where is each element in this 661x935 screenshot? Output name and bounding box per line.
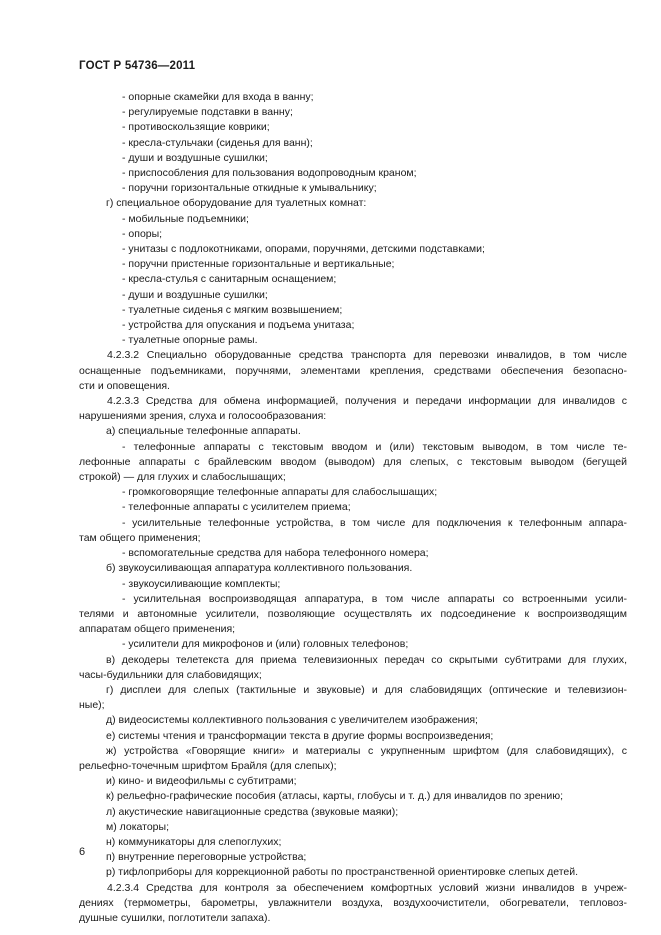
text-line: лефонные аппараты с брайлевским вводом (выводом) для слепых, с текстовым выводом (бегущей <box>79 455 627 468</box>
text-line: - телефонные аппараты с усилителем приема; <box>122 501 351 514</box>
text-line: ные); <box>79 699 105 712</box>
text-line: а) специальные телефонные аппараты. <box>106 425 301 438</box>
text-line: - опоры; <box>122 227 163 240</box>
document-body <box>79 90 627 926</box>
text-line: нарушениями зрения, слуха и голосообразования: <box>79 410 327 423</box>
text-line: дениях (термометры, барометры, увлажнители воздуха, воздухоочистители, обогреватели, тепловоз- <box>79 896 627 909</box>
text-line: - души и воздушные сушилки; <box>122 288 268 301</box>
text-line: в) декодеры телетекста для приема телевизионных передач со скрытыми субтитрами для глухих, <box>106 653 627 666</box>
text-line: д) видеосистемы коллективного пользования с увеличителем изображения; <box>106 714 478 727</box>
text-line: - души и воздушные сушилки; <box>122 151 268 164</box>
text-line: - громкоговорящие телефонные аппараты для слабослышащих; <box>122 486 438 499</box>
text-line: - опорные скамейки для входа в ванну; <box>122 91 314 103</box>
text-line: - кресла-стулья с санитарным оснащением; <box>122 273 337 286</box>
text-line: - усилительная воспроизводящая аппаратура, в том числе аппараты со встроенными усили- <box>122 592 627 605</box>
text-line: 4.2.3.4 Средства для контроля за обеспечением комфортных условий жизни инвалидов в учреж- <box>107 881 627 894</box>
text-line: оснащенные подъемниками, поручнями, элементами крепления, средствами обеспечения безопасно- <box>79 364 627 377</box>
text-line: - поручни горизонтальные откидные к умывальнику; <box>122 182 377 195</box>
text-line: - усилительные телефонные устройства, в том числе для подключения к телефонным аппара- <box>122 516 627 529</box>
page-number: 6 <box>79 846 86 858</box>
text-line: е) системы чтения и трансформации текста в другие формы воспроизведения; <box>106 729 494 742</box>
text-line: г) дисплеи для слепых (тактильные и звуковые) и для слабовидящих (оптические и телевизион- <box>106 683 627 696</box>
text-line: рельефно-точечным шрифтом Брайля (для слепых); <box>79 759 337 772</box>
text-line: там общего применения; <box>79 531 201 544</box>
text-line: - усилители для микрофонов и (или) головных телефонов; <box>122 638 409 651</box>
document-header: ГОСТ Р 54736—2011 <box>79 60 196 72</box>
text-line: телями и автономные усилители, позволяющие осуществлять их подсоединение к воспроизводящим <box>79 607 627 620</box>
text-line: 4.2.3.2 Специально оборудованные средства транспорта для перевозки инвалидов, в том числе <box>107 349 627 362</box>
text-line: - устройства для опускания и подъема унитаза; <box>122 319 355 332</box>
text-line: к) рельефно-графические пособия (атласы, карты, глобусы и т. д.) для инвалидов по зрению; <box>106 790 563 803</box>
text-line: - регулируемые подставки в ванну; <box>122 106 293 119</box>
text-line: - кресла-стульчаки (сиденья для ванн); <box>122 136 313 149</box>
text-line: - поручни пристенные горизонтальные и вертикальные; <box>122 258 395 271</box>
text-line: - туалетные опорные рамы. <box>122 334 258 347</box>
text-line: - туалетные сиденья с мягким возвышением; <box>122 303 343 316</box>
text-line: часы-будильники для слабовидящих; <box>79 668 262 681</box>
text-line: м) локаторы; <box>106 820 169 833</box>
text-line: - унитазы с подлокотниками, опорами, поручнями, детскими подставками; <box>122 243 485 256</box>
text-line: ж) устройства «Говорящие книги» и материалы с укрупненным шрифтом (для слабовидящих), с <box>106 744 627 757</box>
text-line: - вспомогательные средства для набора телефонного номера; <box>122 547 429 560</box>
text-line: п) внутренние переговорные устройства; <box>106 851 307 864</box>
text-line: 4.2.3.3 Средства для обмена информацией, получения и передачи информации для инвалидов с <box>107 395 627 408</box>
text-line: б) звукоусиливающая аппаратура коллективного пользования. <box>106 562 413 575</box>
text-line: душные сушилки, поглотители запаха). <box>79 911 271 924</box>
text-line: аппаратам общего применения; <box>79 623 236 636</box>
text-line: - звукоусиливающие комплекты; <box>122 577 281 590</box>
text-line: строкой) — для глухих и слабослышащих; <box>79 471 286 484</box>
text-line: сти и оповещения. <box>79 379 170 392</box>
text-line: и) кино- и видеофильмы с субтитрами; <box>106 775 297 788</box>
text-line: - телефонные аппараты с текстовым вводом и (или) текстовым выводом, в том числе те- <box>122 440 627 453</box>
text-line: г) специальное оборудование для туалетных комнат: <box>106 197 367 210</box>
text-line: л) акустические навигационные средства (звуковые маяки); <box>106 805 399 818</box>
text-line: - мобильные подъемники; <box>122 212 249 225</box>
text-line: н) коммуникаторы для слепоглухих; <box>106 835 282 848</box>
text-line: - противоскользящие коврики; <box>122 121 270 134</box>
text-line: р) тифлоприборы для коррекционной работы по пространственной ориентировке слепых детей. <box>106 866 579 879</box>
text-line: - приспособления для пользования водопроводным краном; <box>122 167 417 180</box>
